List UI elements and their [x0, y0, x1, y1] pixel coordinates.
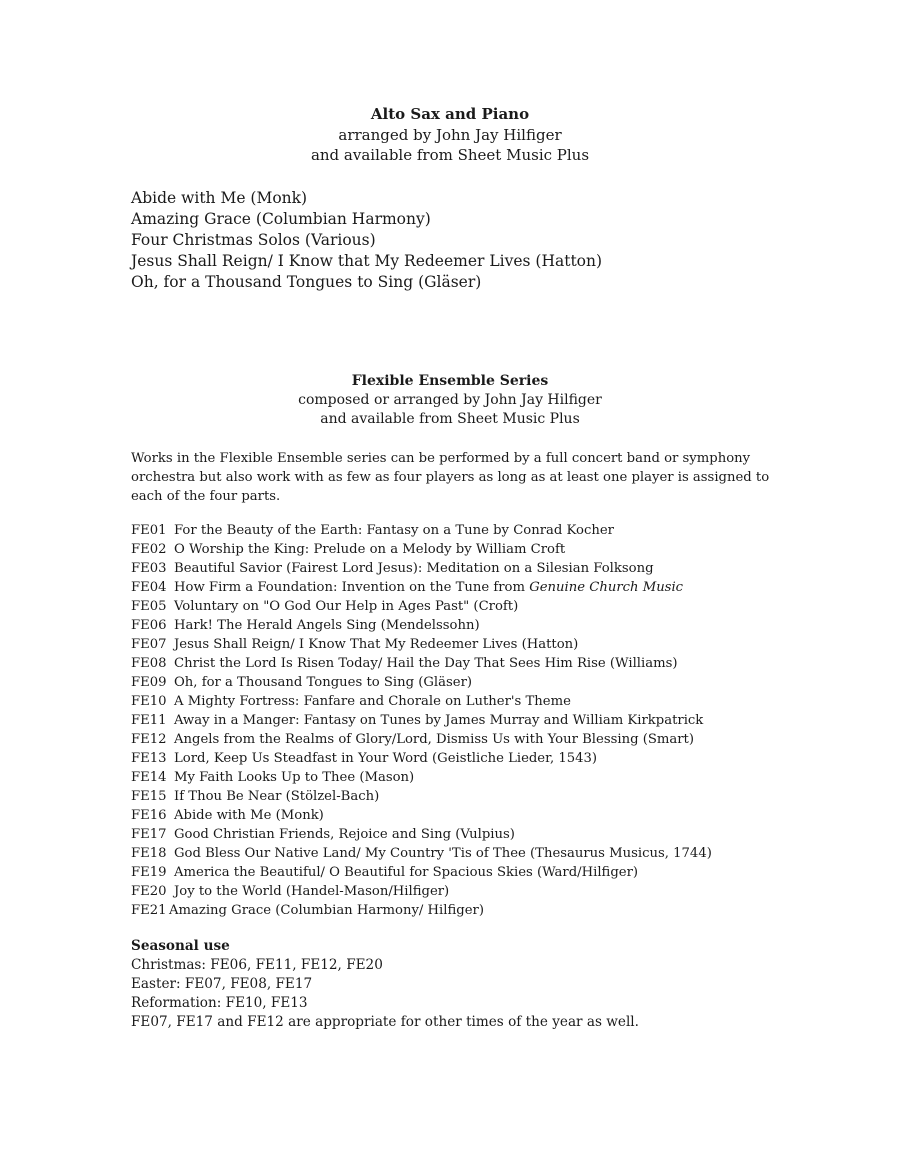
flexible-ensemble-header [0, 372, 900, 429]
work-number: FE15 [131, 789, 167, 804]
list-item: Four Christmas Solos (Various) [131, 231, 376, 249]
work-title: A Mighty Fortress: Fanfare and Chorale on Luther's Theme [174, 694, 571, 709]
alto-sax-availability: and available from Sheet Music Plus [310, 146, 590, 164]
list-item: Jesus Shall Reign/ I Know that My Redeemer Lives (Hatton) [131, 252, 603, 270]
alto-sax-header [0, 104, 900, 165]
work-number: FE09 [131, 675, 167, 690]
intro-line: Works in the Flexible Ensemble series can be performed by a full concert band or symphony [131, 451, 751, 466]
work-title: Away in a Manger: Fantasy on Tunes by James Murray and William Kirkpatrick [174, 713, 704, 728]
seasonal-line: FE07, FE17 and FE12 are appropriate for other times of the year as well. [131, 1014, 639, 1030]
work-title: Jesus Shall Reign/ I Know That My Redeemer Lives (Hatton) [174, 637, 579, 652]
work-item [131, 844, 712, 863]
work-number: FE16 [131, 808, 167, 823]
work-title: Good Christian Friends, Rejoice and Sing (Vulpius) [174, 827, 515, 842]
work-number: FE20 [131, 884, 167, 899]
work-item [131, 711, 712, 730]
list-item: Amazing Grace (Columbian Harmony) [131, 210, 431, 228]
work-item [131, 730, 712, 749]
work-title: Christ the Lord Is Risen Today/ Hail the Day That Sees Him Rise (Williams) [174, 656, 678, 671]
work-title: God Bless Our Native Land/ My Country 'Tis of Thee (Thesaurus Musicus, 1744) [174, 846, 712, 861]
work-number: FE10 [131, 694, 167, 709]
flexible-ensemble-intro [131, 449, 770, 506]
work-number: FE01 [131, 523, 167, 538]
work-item [131, 673, 712, 692]
intro-line: orchestra but also work with as few as four players as long as at least one player is assigned to [131, 470, 770, 485]
work-title: Abide with Me (Monk) [174, 808, 324, 823]
work-item [131, 787, 712, 806]
work-item [131, 540, 712, 559]
work-title: Amazing Grace (Columbian Harmony/ Hilfiger) [169, 903, 484, 918]
work-item [131, 597, 712, 616]
seasonal-line: Reformation: FE10, FE13 [131, 995, 308, 1011]
work-item [131, 863, 712, 882]
work-number: FE19 [131, 865, 167, 880]
work-item [131, 616, 712, 635]
work-title-italic: Genuine Church Music [529, 580, 684, 595]
work-number: FE06 [131, 618, 167, 633]
work-item [131, 559, 712, 578]
work-number: FE04 [131, 580, 167, 595]
work-title: Oh, for a Thousand Tongues to Sing (Gläser) [174, 675, 473, 690]
work-title: Lord, Keep Us Steadfast in Your Word (Geistliche Lieder, 1543) [174, 751, 598, 766]
work-item [131, 654, 712, 673]
alto-sax-arranger: arranged by John Jay Hilfiger [338, 126, 562, 144]
work-number: FE21 [131, 903, 167, 918]
work-number: FE11 [131, 713, 167, 728]
work-number: FE05 [131, 599, 167, 614]
work-title: Joy to the World (Handel-Mason/Hilfiger) [174, 884, 450, 899]
work-item [131, 825, 712, 844]
work-number: FE14 [131, 770, 167, 785]
alto-sax-list [131, 188, 602, 293]
work-title: Beautiful Savior (Fairest Lord Jesus): Meditation on a Silesian Folksong [174, 561, 654, 576]
work-number: FE13 [131, 751, 167, 766]
work-item [131, 521, 712, 540]
work-title: How Firm a Foundation: Invention on the Tune from [174, 580, 530, 595]
work-item [131, 692, 712, 711]
work-item [131, 882, 712, 901]
work-number: FE08 [131, 656, 167, 671]
flexible-ensemble-title: Flexible Ensemble Series [351, 373, 549, 389]
work-title: If Thou Be Near (Stölzel-Bach) [174, 789, 380, 804]
work-item [131, 635, 712, 654]
flexible-ensemble-works-list [131, 521, 712, 920]
work-number: FE17 [131, 827, 167, 842]
work-item [131, 901, 712, 920]
work-number: FE18 [131, 846, 167, 861]
work-title: Angels from the Realms of Glory/Lord, Dismiss Us with Your Blessing (Smart) [174, 732, 695, 747]
seasonal-use-section [131, 937, 639, 1032]
work-number: FE07 [131, 637, 167, 652]
flexible-ensemble-composer: composed or arranged by John Jay Hilfiger [298, 392, 602, 408]
seasonal-use-title: Seasonal use [131, 938, 230, 954]
work-title: For the Beauty of the Earth: Fantasy on a Tune by Conrad Kocher [174, 523, 614, 538]
list-item: Abide with Me (Monk) [131, 189, 308, 207]
work-item [131, 578, 712, 597]
work-number: FE12 [131, 732, 167, 747]
flexible-ensemble-availability: and available from Sheet Music Plus [320, 411, 580, 427]
seasonal-line: Easter: FE07, FE08, FE17 [131, 976, 313, 992]
intro-line: each of the four parts. [131, 489, 281, 504]
work-title: O Worship the King: Prelude on a Melody by William Croft [174, 542, 566, 557]
work-title: America the Beautiful/ O Beautiful for Spacious Skies (Ward/Hilfiger) [174, 865, 639, 880]
work-item [131, 768, 712, 787]
work-title: My Faith Looks Up to Thee (Mason) [174, 770, 415, 785]
work-item [131, 749, 712, 768]
work-number: FE02 [131, 542, 167, 557]
work-title: Voluntary on "O God Our Help in Ages Past" (Croft) [174, 599, 519, 614]
work-number: FE03 [131, 561, 167, 576]
list-item: Oh, for a Thousand Tongues to Sing (Gläser) [131, 273, 482, 291]
work-item [131, 806, 712, 825]
alto-sax-title: Alto Sax and Piano [370, 105, 530, 123]
work-title: Hark! The Herald Angels Sing (Mendelssohn) [174, 618, 480, 633]
seasonal-line: Christmas: FE06, FE11, FE12, FE20 [131, 957, 383, 973]
